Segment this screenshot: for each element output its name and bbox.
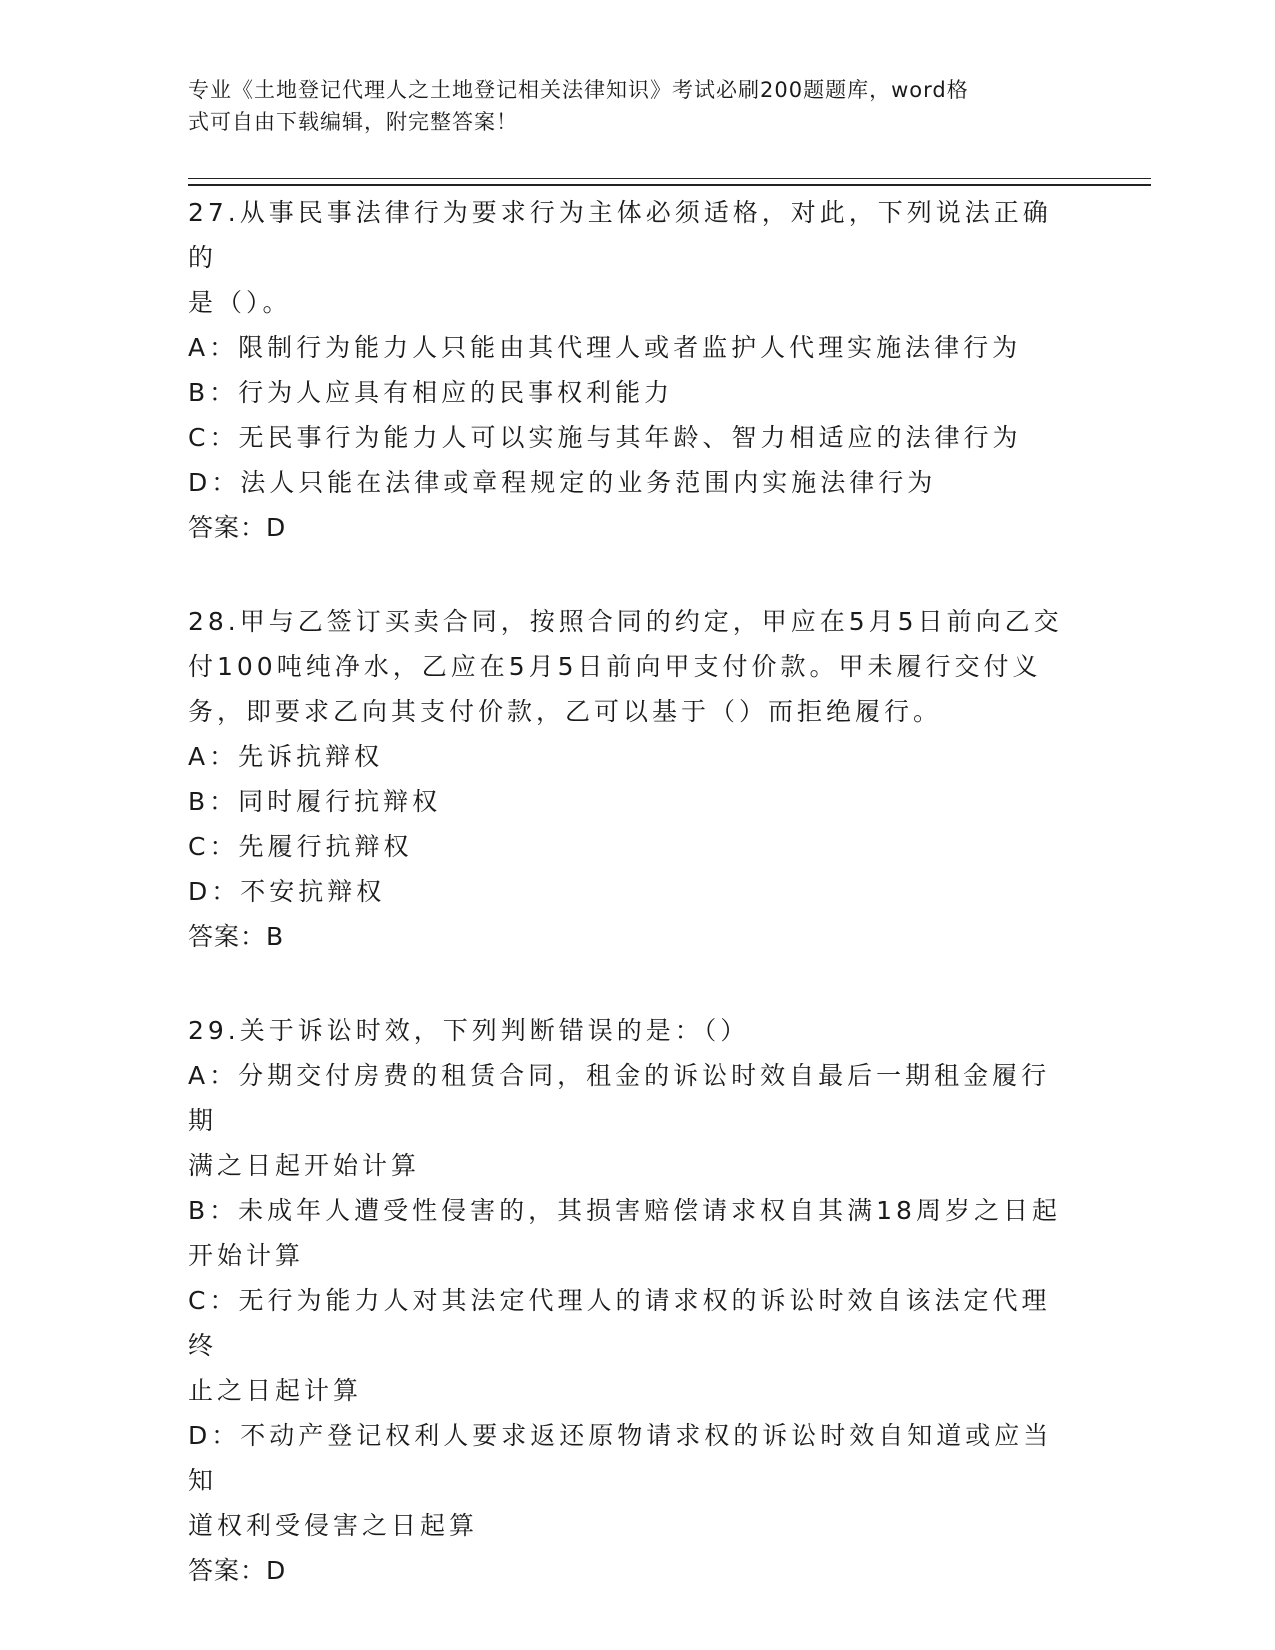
answer-line: 答案：D: [188, 1556, 287, 1585]
option-d: D：不动产登记权利人要求返还原物请求权的诉讼时效自知道或应当知: [188, 1421, 1053, 1495]
answer-line: 答案：D: [188, 513, 287, 542]
header-line-1: 专业《土地登记代理人之土地登记相关法律知识》考试必刷200题题库，word格: [188, 78, 969, 102]
question-stem-line: 是（）。: [188, 288, 292, 317]
question-27: [188, 190, 1068, 550]
option-c: C：无民事行为能力人可以实施与其年龄、智力相适应的法律行为: [188, 423, 1022, 452]
option-c: C：无行为能力人对其法定代理人的请求权的诉讼时效自该法定代理终: [188, 1286, 1051, 1360]
option-a: A：先诉抗辩权: [188, 742, 384, 771]
option-d-continued: 道权利受侵害之日起算: [188, 1511, 479, 1540]
option-c: C：先履行抗辩权: [188, 832, 413, 861]
option-b: B：未成年人遭受性侵害的，其损害赔偿请求权自其满18周岁之日起: [188, 1196, 1061, 1225]
question-stem-line: 27.从事民事法律行为要求行为主体必须适格，对此，下列说法正确的: [188, 198, 1052, 272]
answer-line: 答案：B: [188, 922, 285, 951]
question-list: [188, 190, 1068, 1642]
option-a: A：分期交付房费的租赁合同，租金的诉讼时效自最后一期租金履行期: [188, 1061, 1051, 1135]
header-double-rule: [188, 178, 1151, 186]
option-a-continued: 满之日起开始计算: [188, 1151, 421, 1180]
page-header: [188, 74, 1068, 138]
option-b-continued: 开始计算: [188, 1241, 305, 1270]
question-29: [188, 1008, 1068, 1593]
option-c-continued: 止之日起计算: [188, 1376, 363, 1405]
option-b: B：行为人应具有相应的民事权利能力: [188, 378, 674, 407]
question-stem-line: 28.甲与乙签订买卖合同，按照合同的约定，甲应在5月5日前向乙交: [188, 607, 1063, 636]
option-d: D：法人只能在法律或章程规定的业务范围内实施法律行为: [188, 468, 937, 497]
question-28: [188, 599, 1068, 959]
option-d: D：不安抗辩权: [188, 877, 386, 906]
option-a: A：限制行为能力人只能由其代理人或者监护人代理实施法律行为: [188, 333, 1022, 362]
question-stem-line: 务，即要求乙向其支付价款，乙可以基于（）而拒绝履行。: [188, 697, 943, 726]
question-stem-line: 29.关于诉讼时效，下列判断错误的是：（）: [188, 1016, 750, 1045]
header-line-2: 式可自由下载编辑，附完整答案！: [188, 110, 518, 134]
option-b: B：同时履行抗辩权: [188, 787, 442, 816]
question-stem-line: 付100吨纯净水，乙应在5月5日前向甲支付价款。甲未履行交付义: [188, 652, 1042, 681]
